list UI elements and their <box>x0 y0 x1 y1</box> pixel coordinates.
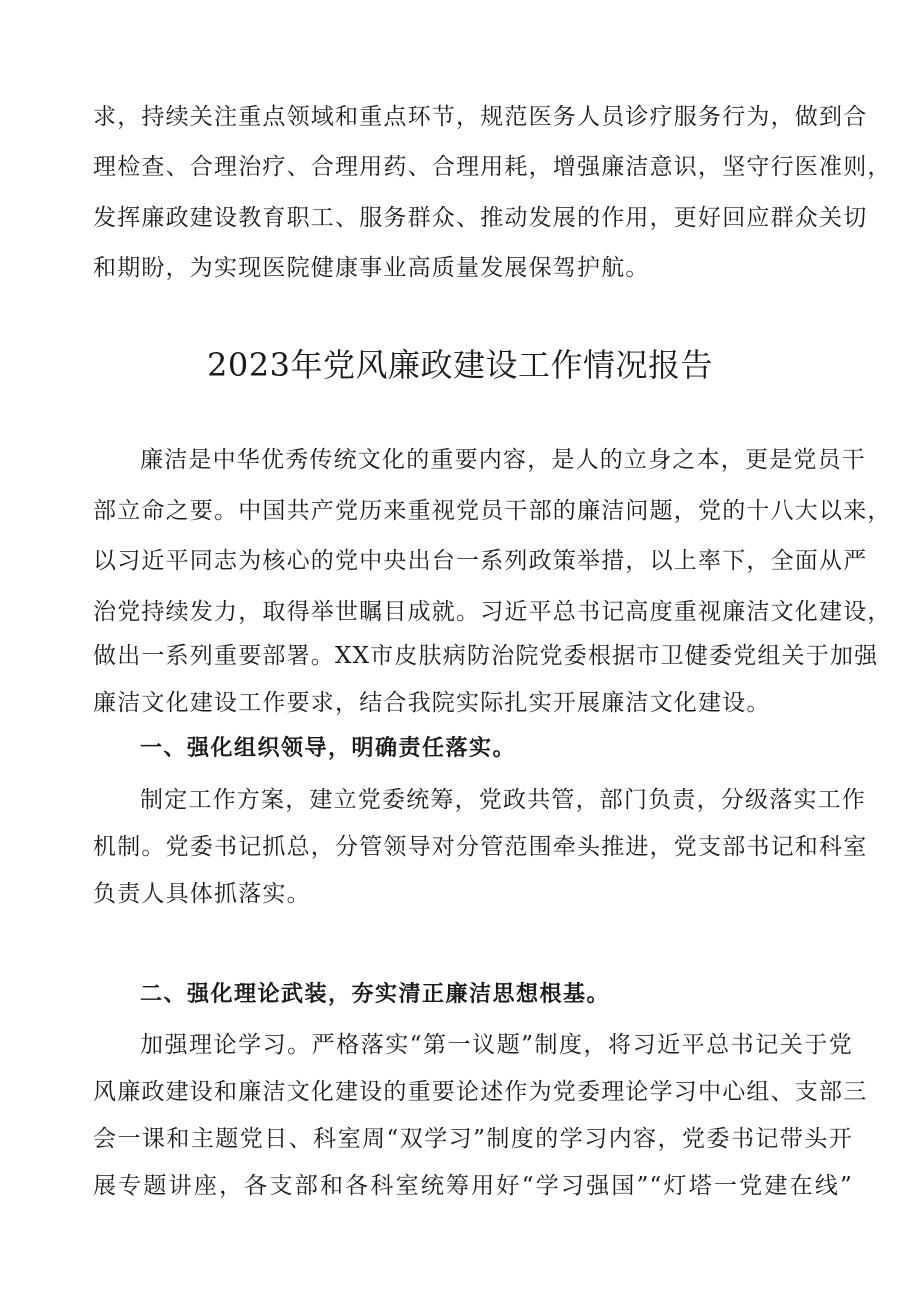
para1-line-2: 部立命之要。中国共产党历来重视党员干部的廉洁问题，党的十八大以来， <box>93 498 892 524</box>
para3-line-3: 会一课和主题党日、科室周“双学习”制度的学习内容，党委书记带头开 <box>93 1126 853 1152</box>
section-heading-1: 一、强化组织领导，明确责任落实。 <box>140 736 517 761</box>
para1-line-3: 以习近平同志为核心的党中央出台一系列政策举措，以上率下，全面从严 <box>93 548 868 574</box>
section-heading-2: 二、强化理论武装，夯实清正廉洁思想根基。 <box>140 982 611 1007</box>
para2-line-3: 负责人具体抓落实。 <box>93 881 311 907</box>
para2-line-2: 机制。党委书记抓总，分管领导对分管范围牵头推进，党支部书记和科室 <box>93 834 868 860</box>
intro-line-2: 理检查、合理治疗、合理用药、合理用耗，增强廉洁意识，坚守行医准则， <box>93 154 892 180</box>
para1-line-4: 治党持续发力，取得举世瞩目成就。习近平总书记高度重视廉洁文化建设， <box>93 599 892 625</box>
para1-line-1: 廉洁是中华优秀传统文化的重要内容，是人的立身之本，更是党员干 <box>140 447 866 473</box>
intro-line-3: 发挥廉政建设教育职工、服务群众、推动发展的作用，更好回应群众关切 <box>93 205 868 231</box>
para1-line-5: 做出一系列重要部署。XX市皮肤病防治院党委根据市卫健委党组关于加强 <box>93 643 879 669</box>
para3-line-2: 风廉政建设和廉洁文化建设的重要论述作为党委理论学习中心组、支部三 <box>93 1079 868 1105</box>
intro-line-1: 求，持续关注重点领域和重点环节，规范医务人员诊疗服务行为，做到合 <box>93 104 868 130</box>
para1-line-6: 廉洁文化建设工作要求，结合我院实际扎实开展廉洁文化建设。 <box>93 690 771 716</box>
para2-line-1: 制定工作方案，建立党委统筹，党政共管，部门负责，分级落实工作 <box>140 787 866 813</box>
para3-line-1: 加强理论学习。严格落实“第一议题”制度，将习近平总书记关于党 <box>140 1032 853 1058</box>
intro-line-4: 和期盼，为实现医院健康事业高质量发展保驾护航。 <box>93 255 650 281</box>
para3-line-4: 展专题讲座，各支部和各科室统筹用好“学习强国”“灯塔一党建在线” <box>93 1173 853 1199</box>
document-title: 2023年党风廉政建设工作情况报告 <box>207 346 713 384</box>
